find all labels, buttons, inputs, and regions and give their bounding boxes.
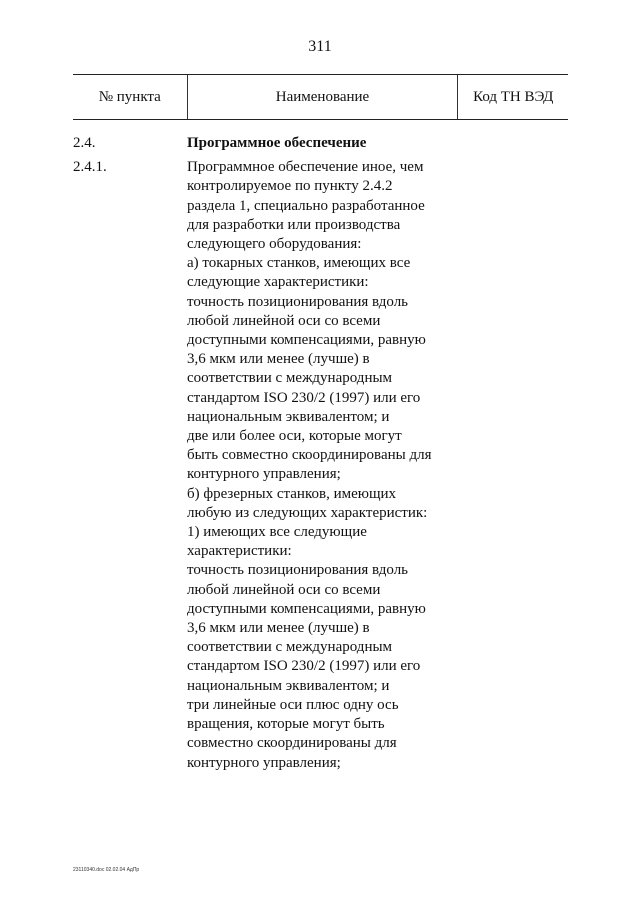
table-row <box>73 134 568 153</box>
row-number: 2.4.1. <box>73 159 107 176</box>
row-title: Программное обеспечение <box>187 135 367 151</box>
page-number: 311 <box>308 38 332 55</box>
header-name: Наименование <box>187 75 459 119</box>
header-item-number: № пункта <box>98 88 161 105</box>
row-number: 2.4. <box>73 135 96 151</box>
document-footer: 23110340.doc 02.02.04 АдПр <box>73 867 140 873</box>
table-row <box>73 158 568 773</box>
table-header <box>73 74 568 120</box>
header-customs-code: Код ТН ВЭД <box>473 88 554 105</box>
row-description: Программное обеспечение иное, чем контролируемое по пункту 2.4.2 раздела 1, специально разработанное для разработки или производства следующего оборудования: а) токарных станков, имеющих все следующие характеристики: точность позиционирования вдоль любой линейной оси со всеми доступными компенсациями, равную 3,6 мкм или менее (лучше) в соответствии с международным стандартом ISO 230/2 (1997) или его национальным эквивалентом; и две или более оси, которые могут быть совместно скоординированы для контурного управления; б) фрезерных станков, имеющих любую из следующих характеристик: 1) имеющих все следующие характеристики: точность позиционирования вдоль любой линейной оси со всеми доступными компенсациями, равную 3,6 мкм или менее (лучше) в соответствии с международным стандартом ISO 230/2 (1997) или его национальным эквивалентом; и три линейные оси плюс одну ось вращения, которые могут быть совместно скоординированы для контурного управления; <box>187 159 432 771</box>
table-body <box>73 134 568 773</box>
